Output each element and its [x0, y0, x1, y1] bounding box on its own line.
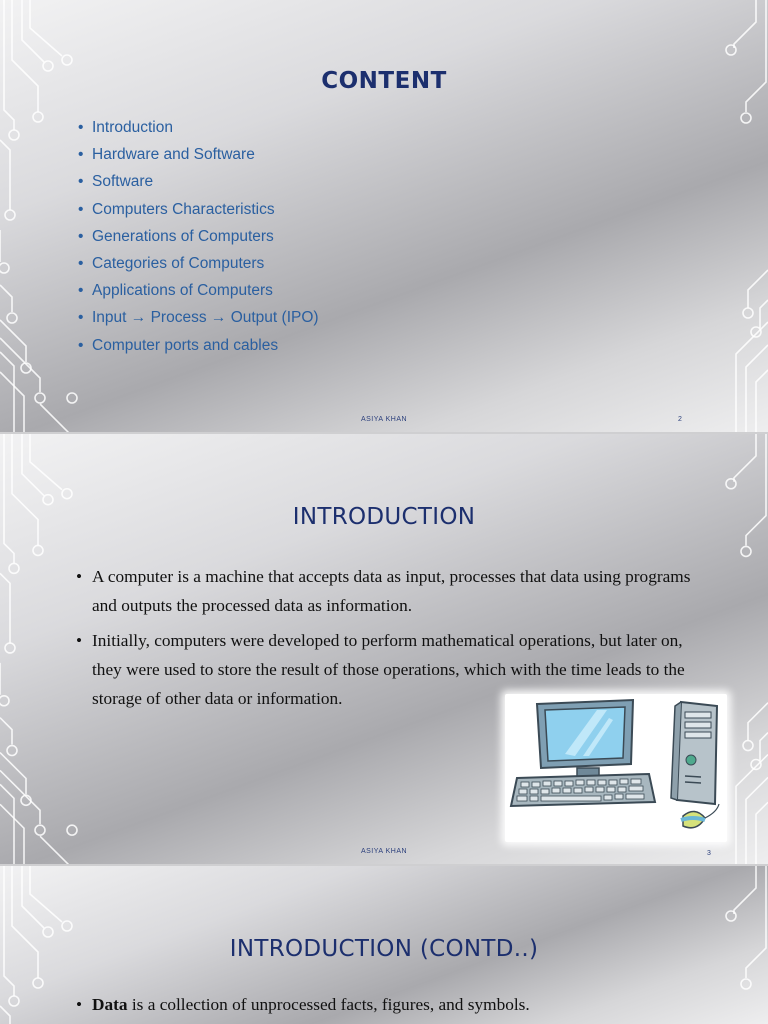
page-number: 3 — [707, 850, 711, 857]
list-item: • Data is a collection of unprocessed facts, figures, and symbols. — [76, 990, 716, 1019]
bullet-dot: • — [76, 995, 83, 1014]
slide-footer: ASIYA KHAN — [360, 848, 408, 855]
circuit-decoration-left — [0, 434, 83, 864]
list-item: • Input → Process → Output (IPO) — [78, 304, 319, 331]
list-item: • Hardware and Software — [78, 141, 319, 168]
bullet-dot: • — [78, 254, 84, 272]
bullet-dot: • — [78, 200, 84, 218]
slide-title: CONTENT — [321, 68, 447, 94]
circuit-decoration-right — [698, 0, 768, 432]
bullet-list — [76, 990, 716, 1024]
bullet-dot: • — [78, 119, 84, 136]
list-item: • Computers Characteristics — [78, 196, 319, 223]
data-term: Data — [92, 995, 128, 1014]
page-number: 2 — [678, 416, 682, 423]
list-item: • A computer is a machine that accepts data as input, processes that data using programs and outputs the processed data as information. — [76, 562, 716, 620]
desktop-computer-icon — [505, 694, 727, 842]
bullet-dot: • — [78, 309, 84, 327]
bullet-dot: • — [78, 173, 84, 191]
list-item: • Initially, computers were developed to perform mathematical operations, but later on, they were used to store the result of those operations, which with the time leads to the storage of other data or information. — [76, 626, 704, 713]
slide-introduction[interactable] — [0, 434, 768, 864]
bullet-dot: • — [76, 631, 83, 650]
bullet-dot: • — [78, 227, 84, 245]
bullet-dot: • — [78, 336, 84, 354]
bullet-dot: • — [78, 282, 84, 300]
list-item: • Software — [78, 168, 319, 195]
slide-title: INTRODUCTION (CONTD..) — [229, 936, 539, 962]
list-item: • Generations of Computers — [78, 223, 319, 250]
bullet-dot: • — [78, 146, 84, 164]
slide-introduction-contd[interactable] — [0, 866, 768, 1024]
bullet-dot: • — [76, 567, 83, 586]
slide-footer: ASIYA KHAN — [360, 416, 408, 423]
desktop-computer-illustration — [505, 694, 727, 842]
contents-list — [78, 114, 319, 359]
list-item: • Categories of Computers — [78, 250, 319, 277]
slide-contents[interactable] — [0, 0, 768, 432]
list-item: • Computer ports and cables — [78, 332, 319, 359]
list-item: • Introduction — [78, 114, 319, 141]
list-item: • Applications of Computers — [78, 277, 319, 304]
circuit-decoration-left — [0, 0, 80, 432]
slide-title: INTRODUCTION — [292, 504, 476, 530]
